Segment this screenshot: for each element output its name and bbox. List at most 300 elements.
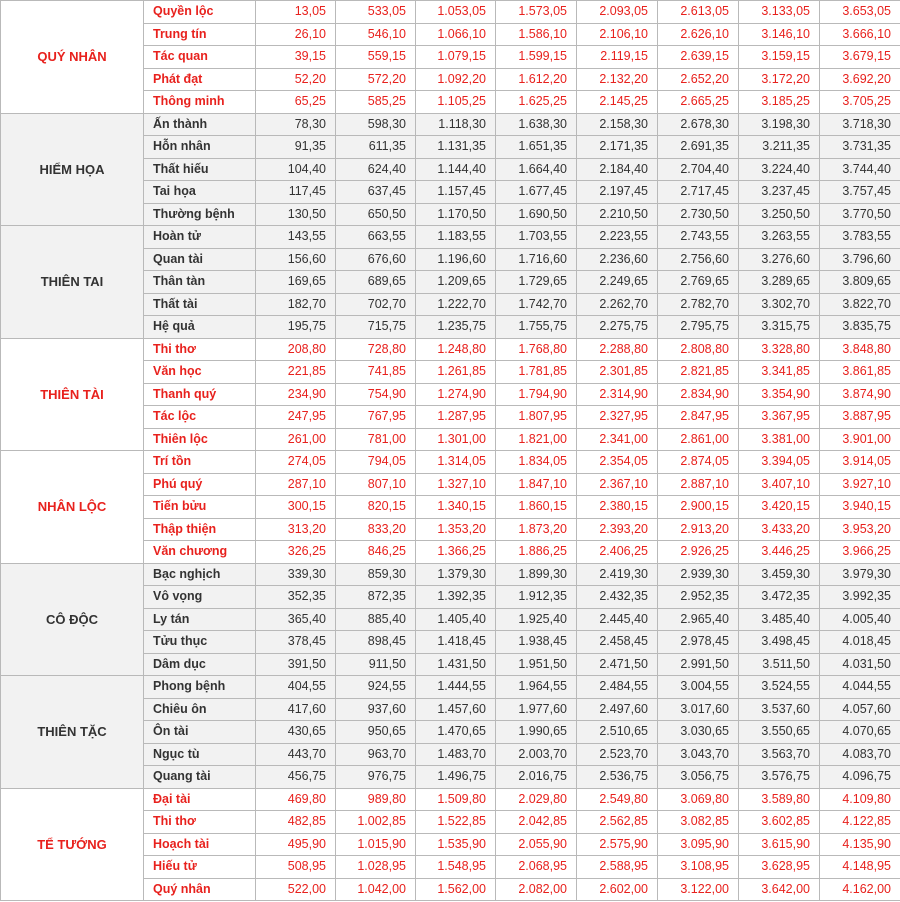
value-cell: 1.562,00 bbox=[416, 878, 496, 901]
value-cell: 1.431,50 bbox=[416, 653, 496, 676]
value-cell: 1.392,35 bbox=[416, 586, 496, 609]
value-cell: 2.327,95 bbox=[577, 406, 658, 429]
value-cell: 2.691,35 bbox=[658, 136, 739, 159]
value-cell: 1.457,60 bbox=[416, 698, 496, 721]
value-cell: 4.148,95 bbox=[820, 856, 900, 879]
value-cell: 2.602,00 bbox=[577, 878, 658, 901]
value-cell: 2.016,75 bbox=[496, 766, 577, 789]
value-cell: 1.535,90 bbox=[416, 833, 496, 856]
value-cell: 2.432,35 bbox=[577, 586, 658, 609]
value-cell: 3.082,85 bbox=[658, 811, 739, 834]
value-cell: 598,30 bbox=[336, 113, 416, 136]
value-cell: 3.341,85 bbox=[739, 361, 820, 384]
row-name: Thanh quý bbox=[144, 383, 256, 406]
value-cell: 2.991,50 bbox=[658, 653, 739, 676]
value-cell: 1.599,15 bbox=[496, 46, 577, 69]
row-name: Thi thơ bbox=[144, 811, 256, 834]
value-cell: 456,75 bbox=[256, 766, 336, 789]
row-name: Phát đạt bbox=[144, 68, 256, 91]
value-cell: 911,50 bbox=[336, 653, 416, 676]
value-cell: 2.562,85 bbox=[577, 811, 658, 834]
value-cell: 585,25 bbox=[336, 91, 416, 114]
group-title: THIÊN TẶC bbox=[1, 676, 144, 789]
value-cell: 2.965,40 bbox=[658, 608, 739, 631]
value-cell: 1.002,85 bbox=[336, 811, 416, 834]
value-cell: 4.122,85 bbox=[820, 811, 900, 834]
value-cell: 3.992,35 bbox=[820, 586, 900, 609]
row-name: Tai họa bbox=[144, 181, 256, 204]
value-cell: 1.287,95 bbox=[416, 406, 496, 429]
table-row bbox=[1, 451, 900, 474]
value-cell: 2.354,05 bbox=[577, 451, 658, 474]
value-cell: 1.235,75 bbox=[416, 316, 496, 339]
value-cell: 4.018,45 bbox=[820, 631, 900, 654]
value-cell: 2.874,05 bbox=[658, 451, 739, 474]
value-cell: 3.185,25 bbox=[739, 91, 820, 114]
value-cell: 78,30 bbox=[256, 113, 336, 136]
value-cell: 3.653,05 bbox=[820, 1, 900, 24]
value-cell: 1.834,05 bbox=[496, 451, 577, 474]
value-cell: 2.900,15 bbox=[658, 496, 739, 519]
value-cell: 3.692,20 bbox=[820, 68, 900, 91]
value-cell: 1.015,90 bbox=[336, 833, 416, 856]
value-cell: 533,05 bbox=[336, 1, 416, 24]
row-name: Chiêu ôn bbox=[144, 698, 256, 721]
value-cell: 2.236,60 bbox=[577, 248, 658, 271]
value-cell: 4.109,80 bbox=[820, 788, 900, 811]
row-name: Tửu thục bbox=[144, 631, 256, 654]
value-cell: 2.184,40 bbox=[577, 158, 658, 181]
value-cell: 3.043,70 bbox=[658, 743, 739, 766]
value-cell: 2.484,55 bbox=[577, 676, 658, 699]
value-cell: 1.586,10 bbox=[496, 23, 577, 46]
value-cell: 2.769,65 bbox=[658, 271, 739, 294]
value-cell: 1.079,15 bbox=[416, 46, 496, 69]
value-cell: 2.665,25 bbox=[658, 91, 739, 114]
value-cell: 1.651,35 bbox=[496, 136, 577, 159]
value-cell: 3.394,05 bbox=[739, 451, 820, 474]
value-cell: 3.133,05 bbox=[739, 1, 820, 24]
row-name: Thi thơ bbox=[144, 338, 256, 361]
value-cell: 13,05 bbox=[256, 1, 336, 24]
group-title: THIÊN TÀI bbox=[1, 338, 144, 451]
table-body bbox=[1, 1, 900, 901]
value-cell: 3.224,40 bbox=[739, 158, 820, 181]
value-cell: 1.092,20 bbox=[416, 68, 496, 91]
value-cell: 2.003,70 bbox=[496, 743, 577, 766]
value-cell: 3.615,90 bbox=[739, 833, 820, 856]
value-cell: 3.770,50 bbox=[820, 203, 900, 226]
value-cell: 781,00 bbox=[336, 428, 416, 451]
value-cell: 2.978,45 bbox=[658, 631, 739, 654]
row-name: Thất tài bbox=[144, 293, 256, 316]
value-cell: 2.288,80 bbox=[577, 338, 658, 361]
value-cell: 2.445,40 bbox=[577, 608, 658, 631]
row-name: Hệ quả bbox=[144, 316, 256, 339]
value-cell: 3.146,10 bbox=[739, 23, 820, 46]
row-name: Hoạch tài bbox=[144, 833, 256, 856]
value-cell: 2.145,25 bbox=[577, 91, 658, 114]
value-cell: 1.847,10 bbox=[496, 473, 577, 496]
value-cell: 2.106,10 bbox=[577, 23, 658, 46]
value-cell: 326,25 bbox=[256, 541, 336, 564]
value-cell: 689,65 bbox=[336, 271, 416, 294]
value-cell: 1.028,95 bbox=[336, 856, 416, 879]
value-cell: 3.017,60 bbox=[658, 698, 739, 721]
value-cell: 26,10 bbox=[256, 23, 336, 46]
value-cell: 741,85 bbox=[336, 361, 416, 384]
value-cell: 3.757,45 bbox=[820, 181, 900, 204]
value-cell: 2.380,15 bbox=[577, 496, 658, 519]
value-cell: 2.821,85 bbox=[658, 361, 739, 384]
value-cell: 546,10 bbox=[336, 23, 416, 46]
value-cell: 898,45 bbox=[336, 631, 416, 654]
row-name: Trí tồn bbox=[144, 451, 256, 474]
value-cell: 807,10 bbox=[336, 473, 416, 496]
value-cell: 3.796,60 bbox=[820, 248, 900, 271]
value-cell: 2.926,25 bbox=[658, 541, 739, 564]
row-name: Ấn thành bbox=[144, 113, 256, 136]
value-cell: 65,25 bbox=[256, 91, 336, 114]
value-cell: 3.576,75 bbox=[739, 766, 820, 789]
value-cell: 4.083,70 bbox=[820, 743, 900, 766]
value-cell: 3.835,75 bbox=[820, 316, 900, 339]
value-cell: 3.731,35 bbox=[820, 136, 900, 159]
row-name: Văn học bbox=[144, 361, 256, 384]
value-cell: 3.446,25 bbox=[739, 541, 820, 564]
value-cell: 767,95 bbox=[336, 406, 416, 429]
value-cell: 2.301,85 bbox=[577, 361, 658, 384]
value-cell: 3.367,95 bbox=[739, 406, 820, 429]
value-cell: 221,85 bbox=[256, 361, 336, 384]
value-cell: 3.628,95 bbox=[739, 856, 820, 879]
row-name: Thiên lộc bbox=[144, 428, 256, 451]
row-name: Thân tàn bbox=[144, 271, 256, 294]
value-cell: 846,25 bbox=[336, 541, 416, 564]
value-cell: 2.223,55 bbox=[577, 226, 658, 249]
value-cell: 2.055,90 bbox=[496, 833, 577, 856]
value-cell: 3.679,15 bbox=[820, 46, 900, 69]
value-cell: 1.664,40 bbox=[496, 158, 577, 181]
value-cell: 339,30 bbox=[256, 563, 336, 586]
value-cell: 2.029,80 bbox=[496, 788, 577, 811]
value-cell: 1.366,25 bbox=[416, 541, 496, 564]
row-name: Ngục tù bbox=[144, 743, 256, 766]
value-cell: 1.196,60 bbox=[416, 248, 496, 271]
value-cell: 2.782,70 bbox=[658, 293, 739, 316]
value-cell: 1.964,55 bbox=[496, 676, 577, 699]
value-cell: 1.496,75 bbox=[416, 766, 496, 789]
value-cell: 3.122,00 bbox=[658, 878, 739, 901]
value-cell: 2.717,45 bbox=[658, 181, 739, 204]
value-cell: 352,35 bbox=[256, 586, 336, 609]
value-cell: 950,65 bbox=[336, 721, 416, 744]
value-cell: 4.096,75 bbox=[820, 766, 900, 789]
value-cell: 611,35 bbox=[336, 136, 416, 159]
value-cell: 443,70 bbox=[256, 743, 336, 766]
value-cell: 3.250,50 bbox=[739, 203, 820, 226]
value-cell: 3.289,65 bbox=[739, 271, 820, 294]
value-cell: 2.197,45 bbox=[577, 181, 658, 204]
value-cell: 2.639,15 bbox=[658, 46, 739, 69]
row-name: Quý nhân bbox=[144, 878, 256, 901]
value-cell: 2.678,30 bbox=[658, 113, 739, 136]
row-name: Hỗn nhân bbox=[144, 136, 256, 159]
value-cell: 3.328,80 bbox=[739, 338, 820, 361]
value-cell: 247,95 bbox=[256, 406, 336, 429]
value-cell: 261,00 bbox=[256, 428, 336, 451]
value-cell: 2.743,55 bbox=[658, 226, 739, 249]
value-cell: 4.070,65 bbox=[820, 721, 900, 744]
value-cell: 1.768,80 bbox=[496, 338, 577, 361]
value-cell: 117,45 bbox=[256, 181, 336, 204]
value-cell: 130,50 bbox=[256, 203, 336, 226]
value-cell: 1.314,05 bbox=[416, 451, 496, 474]
row-name: Quan tài bbox=[144, 248, 256, 271]
value-cell: 182,70 bbox=[256, 293, 336, 316]
value-cell: 2.704,40 bbox=[658, 158, 739, 181]
value-cell: 1.977,60 bbox=[496, 698, 577, 721]
value-cell: 1.703,55 bbox=[496, 226, 577, 249]
table-row bbox=[1, 226, 900, 249]
value-cell: 2.952,35 bbox=[658, 586, 739, 609]
value-cell: 3.550,65 bbox=[739, 721, 820, 744]
value-cell: 637,45 bbox=[336, 181, 416, 204]
value-cell: 3.459,30 bbox=[739, 563, 820, 586]
value-cell: 1.548,95 bbox=[416, 856, 496, 879]
value-cell: 2.861,00 bbox=[658, 428, 739, 451]
value-cell: 3.433,20 bbox=[739, 518, 820, 541]
value-cell: 2.068,95 bbox=[496, 856, 577, 879]
value-cell: 2.808,80 bbox=[658, 338, 739, 361]
value-cell: 1.794,90 bbox=[496, 383, 577, 406]
value-cell: 1.807,95 bbox=[496, 406, 577, 429]
value-cell: 508,95 bbox=[256, 856, 336, 879]
value-cell: 976,75 bbox=[336, 766, 416, 789]
value-cell: 378,45 bbox=[256, 631, 336, 654]
row-name: Dâm dục bbox=[144, 653, 256, 676]
value-cell: 1.938,45 bbox=[496, 631, 577, 654]
value-cell: 2.510,65 bbox=[577, 721, 658, 744]
value-cell: 3.381,00 bbox=[739, 428, 820, 451]
value-cell: 2.887,10 bbox=[658, 473, 739, 496]
row-name: Tác lộc bbox=[144, 406, 256, 429]
table-row bbox=[1, 338, 900, 361]
value-cell: 3.108,95 bbox=[658, 856, 739, 879]
value-cell: 4.005,40 bbox=[820, 608, 900, 631]
value-cell: 3.211,35 bbox=[739, 136, 820, 159]
value-cell: 3.069,80 bbox=[658, 788, 739, 811]
value-cell: 3.172,20 bbox=[739, 68, 820, 91]
value-cell: 1.105,25 bbox=[416, 91, 496, 114]
value-cell: 1.209,65 bbox=[416, 271, 496, 294]
value-cell: 1.925,40 bbox=[496, 608, 577, 631]
value-cell: 3.485,40 bbox=[739, 608, 820, 631]
value-cell: 365,40 bbox=[256, 608, 336, 631]
table-row bbox=[1, 788, 900, 811]
value-cell: 1.899,30 bbox=[496, 563, 577, 586]
value-cell: 3.874,90 bbox=[820, 383, 900, 406]
row-name: Tác quan bbox=[144, 46, 256, 69]
table-row bbox=[1, 676, 900, 699]
value-cell: 1.742,70 bbox=[496, 293, 577, 316]
value-cell: 1.222,70 bbox=[416, 293, 496, 316]
value-cell: 3.276,60 bbox=[739, 248, 820, 271]
value-cell: 287,10 bbox=[256, 473, 336, 496]
value-cell: 1.418,45 bbox=[416, 631, 496, 654]
value-cell: 2.575,90 bbox=[577, 833, 658, 856]
value-cell: 2.523,70 bbox=[577, 743, 658, 766]
value-cell: 1.912,35 bbox=[496, 586, 577, 609]
value-cell: 143,55 bbox=[256, 226, 336, 249]
value-cell: 3.354,90 bbox=[739, 383, 820, 406]
value-cell: 2.730,50 bbox=[658, 203, 739, 226]
value-cell: 1.042,00 bbox=[336, 878, 416, 901]
value-cell: 3.159,15 bbox=[739, 46, 820, 69]
value-cell: 3.901,00 bbox=[820, 428, 900, 451]
value-cell: 2.093,05 bbox=[577, 1, 658, 24]
value-cell: 676,60 bbox=[336, 248, 416, 271]
value-cell: 1.612,20 bbox=[496, 68, 577, 91]
value-cell: 3.927,10 bbox=[820, 473, 900, 496]
value-cell: 1.248,80 bbox=[416, 338, 496, 361]
value-cell: 1.509,80 bbox=[416, 788, 496, 811]
value-cell: 2.834,90 bbox=[658, 383, 739, 406]
group-title: TỂ TƯỚNG bbox=[1, 788, 144, 901]
group-title: CÔ ĐỘC bbox=[1, 563, 144, 676]
group-title: THIÊN TAI bbox=[1, 226, 144, 339]
row-name: Ôn tài bbox=[144, 721, 256, 744]
value-cell: 1.131,35 bbox=[416, 136, 496, 159]
value-cell: 650,50 bbox=[336, 203, 416, 226]
value-cell: 3.056,75 bbox=[658, 766, 739, 789]
value-cell: 2.367,10 bbox=[577, 473, 658, 496]
value-cell: 169,65 bbox=[256, 271, 336, 294]
value-cell: 1.444,55 bbox=[416, 676, 496, 699]
value-cell: 495,90 bbox=[256, 833, 336, 856]
value-cell: 3.979,30 bbox=[820, 563, 900, 586]
value-cell: 663,55 bbox=[336, 226, 416, 249]
value-cell: 1.066,10 bbox=[416, 23, 496, 46]
value-cell: 2.536,75 bbox=[577, 766, 658, 789]
value-cell: 2.588,95 bbox=[577, 856, 658, 879]
value-cell: 3.407,10 bbox=[739, 473, 820, 496]
value-cell: 1.483,70 bbox=[416, 743, 496, 766]
value-cell: 2.275,75 bbox=[577, 316, 658, 339]
row-name: Thường bệnh bbox=[144, 203, 256, 226]
row-name: Thông minh bbox=[144, 91, 256, 114]
value-cell: 1.729,65 bbox=[496, 271, 577, 294]
value-cell: 3.822,70 bbox=[820, 293, 900, 316]
value-cell: 2.471,50 bbox=[577, 653, 658, 676]
value-cell: 2.119,15 bbox=[577, 46, 658, 69]
value-cell: 2.210,50 bbox=[577, 203, 658, 226]
value-cell: 2.419,30 bbox=[577, 563, 658, 586]
value-cell: 1.261,85 bbox=[416, 361, 496, 384]
table-row bbox=[1, 1, 900, 24]
value-cell: 3.589,80 bbox=[739, 788, 820, 811]
value-cell: 3.666,10 bbox=[820, 23, 900, 46]
value-cell: 3.809,65 bbox=[820, 271, 900, 294]
value-cell: 104,40 bbox=[256, 158, 336, 181]
value-cell: 833,20 bbox=[336, 518, 416, 541]
row-name: Phú quý bbox=[144, 473, 256, 496]
value-cell: 2.549,80 bbox=[577, 788, 658, 811]
group-title: QUÝ NHÂN bbox=[1, 1, 144, 114]
value-cell: 702,70 bbox=[336, 293, 416, 316]
value-cell: 4.162,00 bbox=[820, 878, 900, 901]
value-cell: 1.274,90 bbox=[416, 383, 496, 406]
value-cell: 1.301,00 bbox=[416, 428, 496, 451]
value-cell: 2.171,35 bbox=[577, 136, 658, 159]
value-cell: 559,15 bbox=[336, 46, 416, 69]
value-cell: 1.183,55 bbox=[416, 226, 496, 249]
value-cell: 1.573,05 bbox=[496, 1, 577, 24]
value-cell: 1.470,65 bbox=[416, 721, 496, 744]
value-cell: 2.393,20 bbox=[577, 518, 658, 541]
value-cell: 469,80 bbox=[256, 788, 336, 811]
value-cell: 208,80 bbox=[256, 338, 336, 361]
row-name: Trung tín bbox=[144, 23, 256, 46]
value-cell: 522,00 bbox=[256, 878, 336, 901]
value-cell: 3.783,55 bbox=[820, 226, 900, 249]
row-name: Thập thiện bbox=[144, 518, 256, 541]
value-cell: 2.613,05 bbox=[658, 1, 739, 24]
value-cell: 2.314,90 bbox=[577, 383, 658, 406]
value-cell: 1.873,20 bbox=[496, 518, 577, 541]
value-cell: 3.472,35 bbox=[739, 586, 820, 609]
value-cell: 2.406,25 bbox=[577, 541, 658, 564]
value-cell: 1.170,50 bbox=[416, 203, 496, 226]
row-name: Hiếu tử bbox=[144, 856, 256, 879]
value-cell: 2.262,70 bbox=[577, 293, 658, 316]
value-cell: 91,35 bbox=[256, 136, 336, 159]
value-cell: 1.118,30 bbox=[416, 113, 496, 136]
value-cell: 3.914,05 bbox=[820, 451, 900, 474]
row-name: Bạc nghịch bbox=[144, 563, 256, 586]
value-cell: 274,05 bbox=[256, 451, 336, 474]
value-cell: 3.861,85 bbox=[820, 361, 900, 384]
value-cell: 1.340,15 bbox=[416, 496, 496, 519]
value-cell: 300,15 bbox=[256, 496, 336, 519]
value-cell: 3.563,70 bbox=[739, 743, 820, 766]
value-cell: 391,50 bbox=[256, 653, 336, 676]
value-cell: 313,20 bbox=[256, 518, 336, 541]
value-cell: 3.511,50 bbox=[739, 653, 820, 676]
value-cell: 1.677,45 bbox=[496, 181, 577, 204]
value-cell: 1.522,85 bbox=[416, 811, 496, 834]
value-cell: 3.095,90 bbox=[658, 833, 739, 856]
value-cell: 3.848,80 bbox=[820, 338, 900, 361]
value-cell: 156,60 bbox=[256, 248, 336, 271]
value-cell: 1.716,60 bbox=[496, 248, 577, 271]
value-cell: 1.327,10 bbox=[416, 473, 496, 496]
value-cell: 1.886,25 bbox=[496, 541, 577, 564]
row-name: Đại tài bbox=[144, 788, 256, 811]
value-cell: 3.953,20 bbox=[820, 518, 900, 541]
row-name: Tiến bửu bbox=[144, 496, 256, 519]
table-row bbox=[1, 563, 900, 586]
value-cell: 3.718,30 bbox=[820, 113, 900, 136]
value-cell: 3.263,55 bbox=[739, 226, 820, 249]
value-cell: 963,70 bbox=[336, 743, 416, 766]
value-cell: 989,80 bbox=[336, 788, 416, 811]
value-cell: 2.458,45 bbox=[577, 631, 658, 654]
value-cell: 794,05 bbox=[336, 451, 416, 474]
value-cell: 3.966,25 bbox=[820, 541, 900, 564]
value-cell: 1.690,50 bbox=[496, 203, 577, 226]
row-name: Ly tán bbox=[144, 608, 256, 631]
